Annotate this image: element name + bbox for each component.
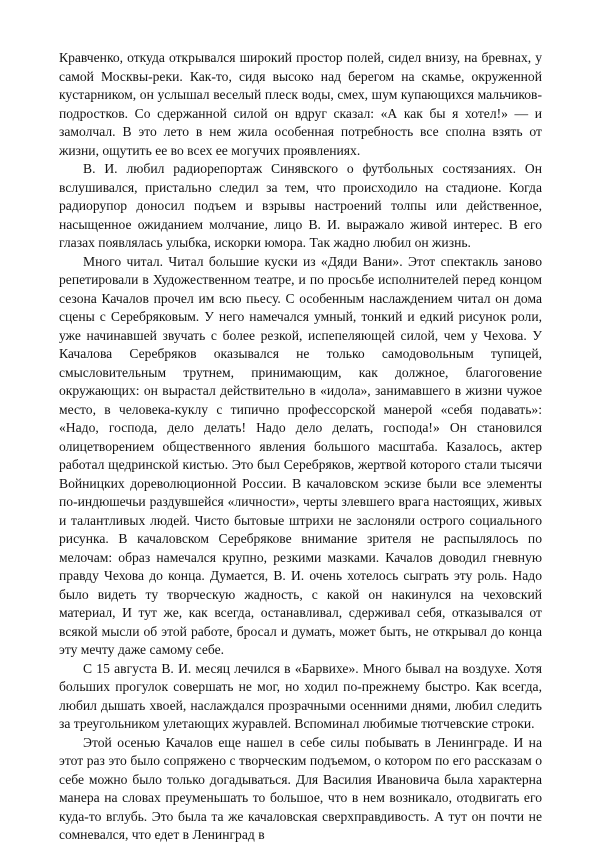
paragraph-2: В. И. любил радиорепортаж Синявского о футбольных состязаниях. Он вслушивался, пристально следил за тем, что происходило на стадионе. Когда радиорупор доносил подъем и взрывы настроений толпы или действенное, насыщенное ожиданием молчание, лицо В. И. выражало живой интерес. В его глазах появлялась улыбка, искорки юмора. Так жадно любил он жизнь. (59, 161, 542, 250)
paragraph-3: Много читал. Читал большие куски из «Дяди Вани». Этот спектакль заново репетировали в Художественном театре, и по просьбе исполнителей перед концом сезона Качалов прочел им всю пьесу. С особенным наслаждением читал он дома сцены с Серебряковым. У него намечался умный, тонкий и едкий рисунок роли, уже начинавшей звучать с более резкой, испепеляющей силой, чем у Чехова. У Качалова Серебряков оказывался не только самодовольным тупицей, смысловительным трутнем, принимающим, как должное, благоговение окружающих: он вырастал действительно в «идола», занимавшего в жизни чужое место, в человека-куклу с типично профессорской манерой «себя подавать»: «Надо, господа, дело делать! Надо дело делать, господа!» Он становился олицетворением общественного явления большого масштаба. Казалось, актер работал щедринской кистью. Это был Серебряков, жертвой которого стали тысячи Войницких дореволюционной России. В качаловском эскизе были все элементы по-индюшечьи раздувшейся «личности», черты злевшего врага настоящих, живых и талантливых людей. Чисто бытовые штрихи не заслоняли острого социального рисунка. В качаловском Серебрякове внимание зрителя не распылялось по мелочам: образ намечался крупно, резкими мазками. Качалов доводил гневную правду Чехова до конца. Думается, В. И. очень хотелось сыграть эту роль. Надо было видеть ту творческую жадность, с какой он накинулся на чеховский материал, И тут же, как всегда, останавливал, сдерживал себя, отказывался от всякой мысли об этой работе, бросал и думать, может быть, не открывал до конца эту мечту даже самому себе. (59, 253, 542, 657)
paragraph-4: С 15 августа В. И. месяц лечился в «Барвихе». Много бывал на воздухе. Хотя больших прогулок совершать не мог, но ходил по-прежнему быстро. Как всегда, любил дышать хвоей, наслаждался прозрачными осенними днями, любил следить за треугольником улетающих журавлей. Вспоминал любимые тютчевские строки. (59, 660, 542, 731)
paragraph-1: Кравченко, откуда открывался широкий простор полей, сидел внизу, на бревнах, у самой Москвы-реки. Как-то, сидя высоко над берегом на скамье, окруженной кустарником, он услышал веселый плеск воды, смех, шум купающихся мальчиков-подростков. Со сдержанной силой он вдруг сказал: «А как бы я хотел!» — и замолчал. В это лето в нем жила особенная потребность все сполна взять от жизни, ощутить ее во всех ее могучих проявлениях. (59, 50, 542, 158)
document-page (59, 49, 542, 845)
paragraph-5: Этой осенью Качалов еще нашел в себе силы побывать в Ленинграде. И на этот раз это было сопряжено с творческим подъемом, о котором по его рассказам о себе можно было только догадываться. Для Василия Ивановича была характерна манера на словах преуменьшать то большое, что в нем возникало, отодвигать его куда-то вглубь. Это была та же качаловская сверхправдивость. А тут он почти не сомневался, что едет в Ленинград в (59, 734, 542, 842)
